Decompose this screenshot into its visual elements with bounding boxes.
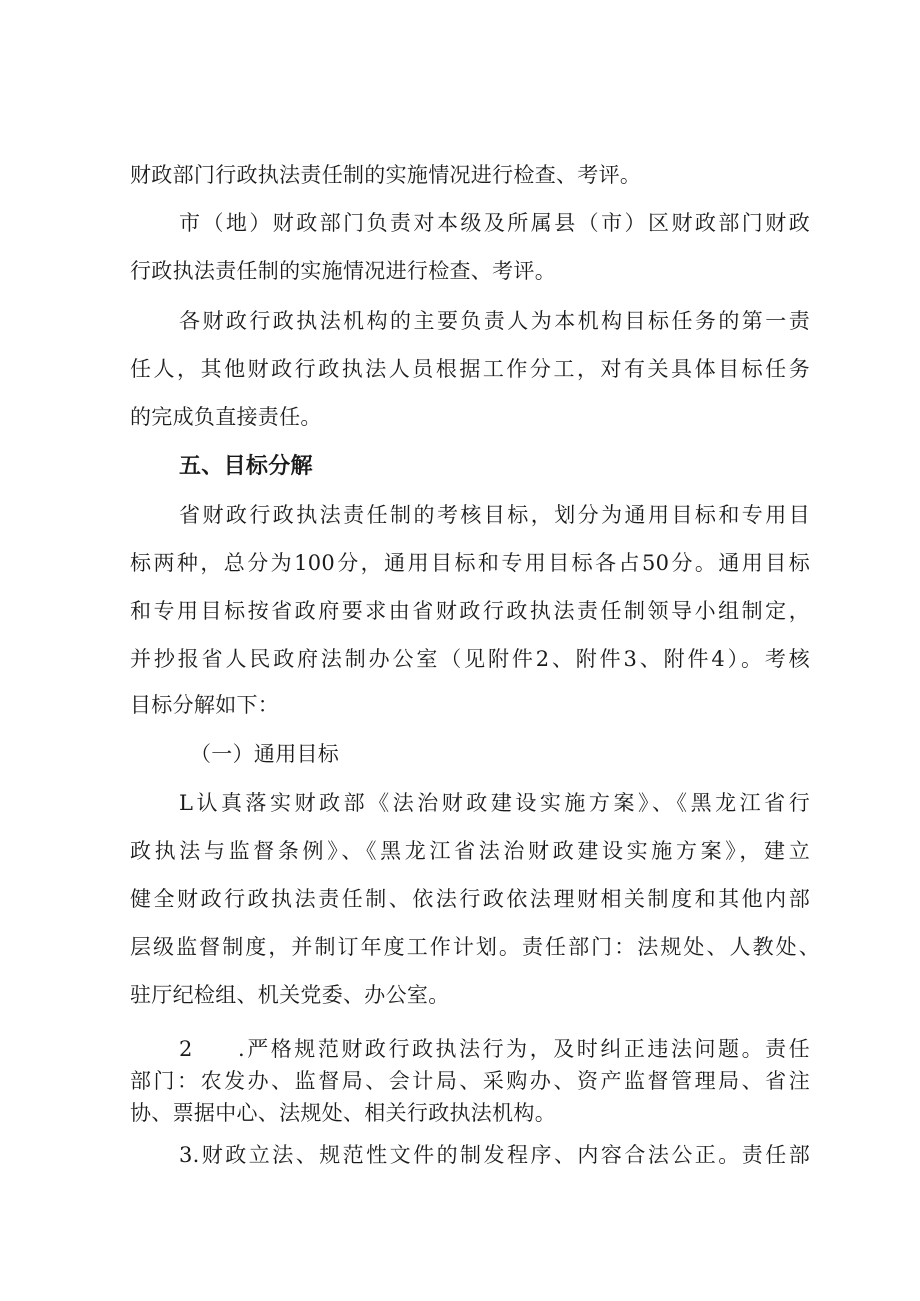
paragraph-line: 财政部门行政执法责任制的实施情况进行检查、考评。	[130, 163, 642, 187]
section-heading: 五、目标分解	[179, 454, 313, 479]
list-item-number: 2	[179, 1037, 193, 1061]
list-item-line: 协、票据中心、法规处、相关行政执法机构。	[130, 1101, 556, 1125]
list-item-line: L认真落实财政部《法治财政建设实施方案》、《黑龙江省行	[179, 791, 810, 815]
paragraph-line: 市（地）财政部门负责对本级及所属县（市）区财政部门财政	[179, 211, 810, 235]
paragraph-line: 目标分解如下：	[130, 693, 280, 717]
list-item-line: 3.财政立法、规范性文件的制发程序、内容合法公正。责任部	[179, 1143, 810, 1167]
paragraph-line: 和专用目标按省政府要求由省财政行政执法责任制领导小组制定，	[130, 599, 810, 623]
paragraph-line: 各财政行政执法机构的主要负责人为本机构目标任务的第一责	[179, 309, 810, 333]
paragraph-line: 行政执法责任制的实施情况进行检查、考评。	[130, 259, 556, 283]
paragraph-line: 任人，其他财政行政执法人员根据工作分工，对有关具体目标任务	[130, 357, 810, 381]
paragraph-line: 标两种，总分为100分，通用目标和专用目标各占50分。通用目标	[130, 551, 810, 575]
list-item-line: 健全财政行政执法责任制、依法行政依法理财相关制度和其他内部	[130, 887, 810, 911]
paragraph-line: 并抄报省人民政府法制办公室（见附件2、附件3、附件4）。考核	[130, 647, 810, 671]
list-item-line: 层级监督制度，并制订年度工作计划。责任部门：法规处、人教处、	[130, 935, 820, 959]
list-item-line: .严格规范财政行政执法行为，及时纠正违法问题。责任	[238, 1037, 810, 1061]
subheading: （一）通用目标	[190, 742, 340, 766]
paragraph-line: 的完成负直接责任。	[130, 405, 322, 429]
list-item-line: 政执法与监督条例》、《黑龙江省法治财政建设实施方案》，建立	[130, 839, 810, 863]
list-item-line: 部门：农发办、监督局、会计局、采购办、资产监督管理局、省注	[130, 1069, 810, 1093]
list-item-line: 驻厅纪检组、机关党委、办公室。	[130, 983, 450, 1007]
paragraph-line: 省财政行政执法责任制的考核目标，划分为通用目标和专用目	[179, 503, 810, 527]
